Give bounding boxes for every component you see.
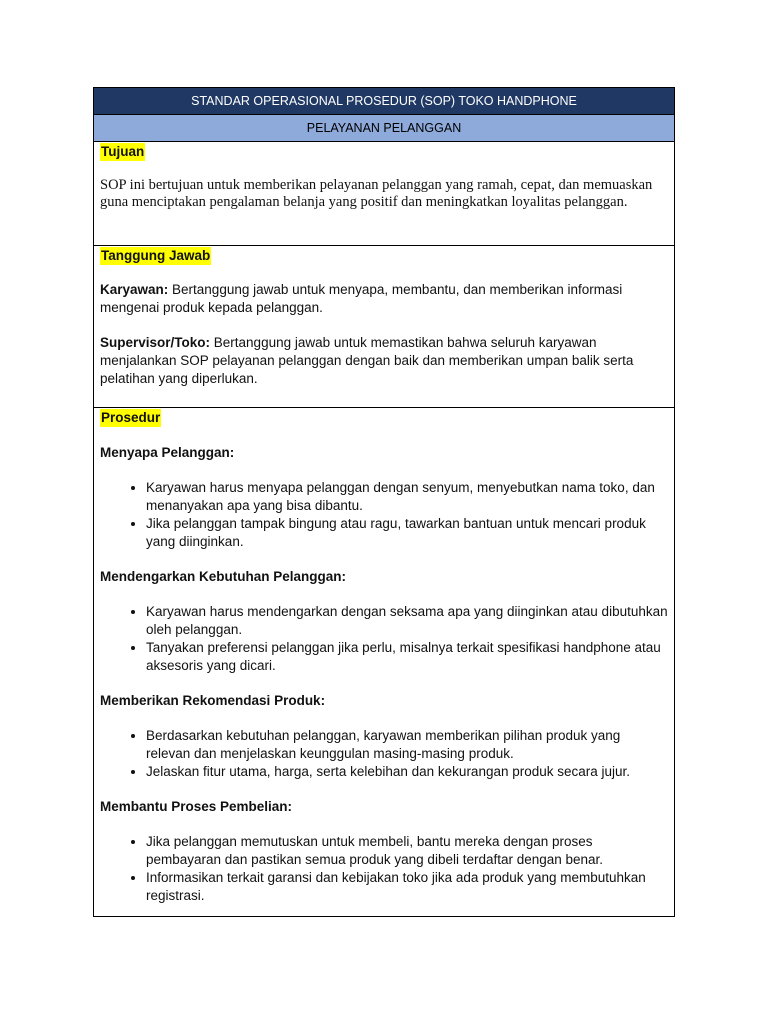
- list-item: • Berdasarkan kebutuhan pelanggan, karyawan memberikan pilihan produk yang relevan dan menjelaskan keunggulan masing-masing produk.: [146, 727, 668, 763]
- section-list: [100, 833, 668, 905]
- list-item: • Informasikan terkait garansi dan kebijakan toko jika ada produk yang membutuhkan registrasi.: [146, 869, 668, 905]
- section-list: [100, 727, 668, 781]
- supervisor-paragraph: [100, 334, 668, 388]
- tanggung-jawab-cell: [94, 246, 674, 408]
- tujuan-label: Tujuan: [101, 144, 145, 159]
- section-heading: Membantu Proses Pembelian:: [100, 799, 293, 814]
- tanggung-jawab-label: Tanggung Jawab: [101, 248, 211, 263]
- section-heading: Memberikan Rekomendasi Produk:: [100, 693, 326, 708]
- section-list: [100, 479, 668, 551]
- karyawan-paragraph: [100, 281, 668, 317]
- section-list: [100, 603, 668, 675]
- list-item: • Jelaskan fitur utama, harga, serta kelebihan dan kekurangan produk secara jujur.: [146, 763, 668, 781]
- section-heading: Menyapa Pelanggan:: [100, 445, 235, 460]
- sop-document-table: [93, 87, 675, 917]
- tujuan-text: SOP ini bertujuan untuk memberikan pelayanan pelanggan yang ramah, cepat, dan memuaskan guna menciptakan pengalaman belanja yang positif dan meningkatkan loyalitas pelanggan.: [100, 177, 653, 210]
- list-item: • Jika pelanggan tampak bingung atau ragu, tawarkan bantuan untuk mencari produk yang diinginkan.: [146, 515, 668, 551]
- tujuan-cell: [94, 142, 674, 246]
- document-title: STANDAR OPERASIONAL PROSEDUR (SOP) TOKO HANDPHONE: [94, 88, 674, 115]
- supervisor-label: Supervisor/Toko:: [100, 335, 211, 350]
- list-item: • Jika pelanggan memutuskan untuk membeli, bantu mereka dengan proses pembayaran dan pastikan semua produk yang dibeli terdaftar dengan benar.: [146, 833, 668, 869]
- section-heading: Mendengarkan Kebutuhan Pelanggan:: [100, 569, 347, 584]
- prosedur-label: Prosedur: [101, 410, 161, 425]
- supervisor-text: Bertanggung jawab untuk memastikan bahwa seluruh karyawan menjalankan SOP pelayanan pelanggan dengan baik dan memberikan umpan balik serta pelatihan yang diperlukan.: [100, 335, 634, 386]
- document-subtitle: PELAYANAN PELANGGAN: [94, 115, 674, 142]
- prosedur-cell: [94, 408, 674, 916]
- list-item: • Tanyakan preferensi pelanggan jika perlu, misalnya terkait spesifikasi handphone atau aksesoris yang dicari.: [146, 639, 668, 675]
- karyawan-label: Karyawan:: [100, 282, 169, 297]
- list-item: • Karyawan harus mendengarkan dengan seksama apa yang diinginkan atau dibutuhkan oleh pelanggan.: [146, 603, 668, 639]
- karyawan-text: Bertanggung jawab untuk menyapa, membantu, dan memberikan informasi mengenai produk kepada pelanggan.: [100, 282, 623, 315]
- list-item: • Karyawan harus menyapa pelanggan dengan senyum, menyebutkan nama toko, dan menanyakan apa yang bisa dibantu.: [146, 479, 668, 515]
